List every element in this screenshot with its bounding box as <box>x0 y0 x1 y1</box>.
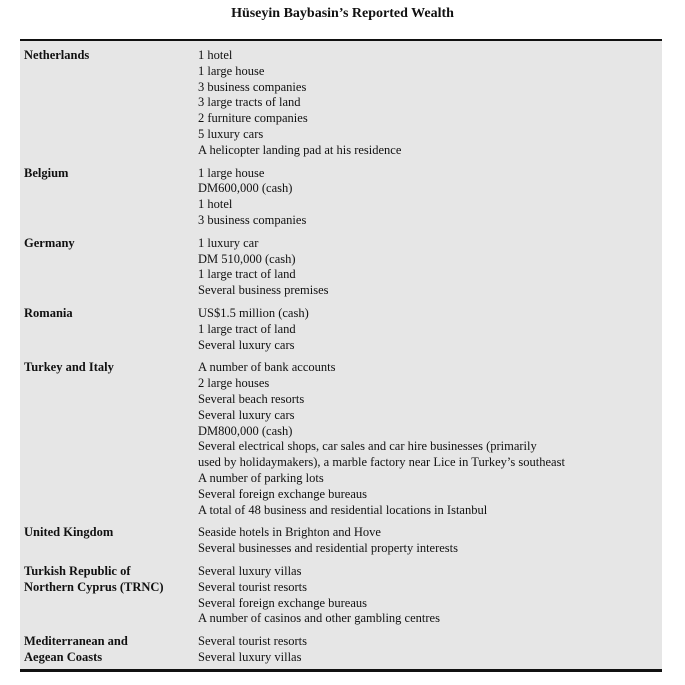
holding-item: 1 hotel <box>198 197 233 212</box>
holding-item: Several tourist resorts <box>198 634 308 649</box>
table-row <box>20 166 662 229</box>
country-cell: Netherlands <box>24 48 90 62</box>
holding-item: DM800,000 (cash) <box>198 423 293 438</box>
holding-item: 2 furniture companies <box>198 111 308 126</box>
holding-item: 1 large tract of land <box>198 267 296 282</box>
table-row <box>20 48 662 159</box>
table-row <box>20 525 662 557</box>
holding-item: Several foreign exchange bureaus <box>198 486 368 501</box>
holding-item: A number of parking lots <box>198 470 324 485</box>
holding-item: DM600,000 (cash) <box>198 181 293 196</box>
table-row <box>20 564 662 627</box>
holding-item: 2 large houses <box>198 376 270 391</box>
country-cell: Belgium <box>24 165 69 180</box>
holding-item: Several business premises <box>198 283 329 298</box>
country-cell: Germany <box>24 235 75 250</box>
holding-item: Several beach resorts <box>198 391 305 406</box>
holding-item: 5 luxury cars <box>198 126 264 141</box>
table-row <box>20 236 662 299</box>
holding-item: Several businesses and residential property interests <box>198 541 458 556</box>
country-cell: Mediterranean and Aegean Coasts <box>24 634 128 664</box>
wealth-table <box>20 39 662 672</box>
holding-item: A number of casinos and other gambling centres <box>198 611 440 626</box>
holding-item: 1 large house <box>198 165 265 180</box>
holdings-cell <box>198 564 662 627</box>
holdings-cell <box>198 48 662 159</box>
holding-item: Several luxury villas <box>198 649 302 664</box>
country-cell: United Kingdom <box>24 525 114 540</box>
country-cell: Turkey and Italy <box>24 360 114 375</box>
table-title: Hüseyin Baybasin’s Reported Wealth <box>231 6 454 21</box>
holding-item: 3 business companies <box>198 79 307 94</box>
country-cell: Turkish Republic of Northern Cyprus (TRNC) <box>24 563 164 594</box>
holdings-cell <box>198 306 662 353</box>
holding-item: 1 large tract of land <box>198 321 296 336</box>
holding-item: 1 large house <box>198 63 265 78</box>
holding-item: used by holidaymakers), a marble factory near Lice in Turkey’s southeast <box>198 455 565 470</box>
holding-item: Seaside hotels in Brighton and Hove <box>198 525 381 540</box>
holding-item: Several tourist resorts <box>198 579 308 594</box>
holding-item: 3 business companies <box>198 212 307 227</box>
table-row <box>20 360 662 518</box>
holding-item: Several luxury cars <box>198 407 295 422</box>
table-row <box>20 634 662 666</box>
holding-item: A number of bank accounts <box>198 360 336 375</box>
holdings-cell <box>198 236 662 299</box>
holding-item: 1 hotel <box>198 48 233 62</box>
holding-item: A helicopter landing pad at his residence <box>198 142 402 157</box>
holdings-cell <box>198 525 662 557</box>
table-row <box>20 306 662 353</box>
holding-item: Several luxury cars <box>198 337 295 352</box>
holdings-cell <box>198 360 662 518</box>
table-rows <box>20 48 662 673</box>
holding-item: 3 large tracts of land <box>198 95 301 110</box>
holding-item: Several foreign exchange bureaus <box>198 595 368 610</box>
holdings-cell <box>198 166 662 229</box>
holding-item: A total of 48 business and residential locations in Istanbul <box>198 502 488 517</box>
holding-item: US$1.5 million (cash) <box>198 305 309 320</box>
holding-item: DM 510,000 (cash) <box>198 251 296 266</box>
holding-item: Several electrical shops, car sales and car hire businesses (primarily <box>198 439 537 454</box>
holdings-cell <box>198 634 662 666</box>
holding-item: Several luxury villas <box>198 563 302 578</box>
holding-item: 1 luxury car <box>198 235 259 250</box>
country-cell: Romania <box>24 305 73 320</box>
